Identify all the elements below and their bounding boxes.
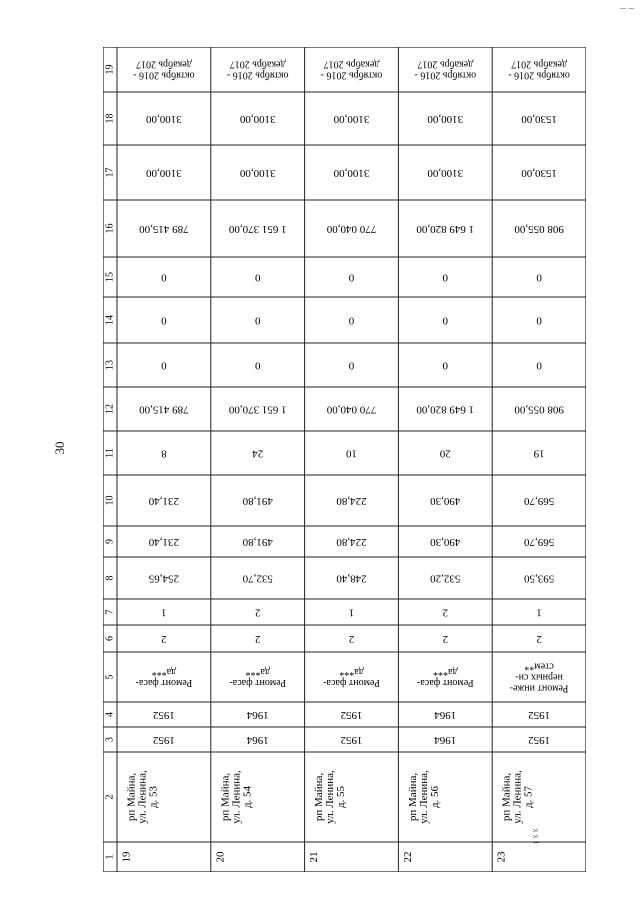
work-type-20-line: да*** bbox=[245, 666, 270, 678]
cell-10-row-21 bbox=[336, 495, 367, 507]
cell-8-row-22-line: 532,20 bbox=[430, 572, 461, 585]
work-type-23-line: Ремонт инже- bbox=[509, 682, 569, 694]
row-number-21-line: 21 bbox=[308, 851, 321, 863]
cell-12-row-20 bbox=[228, 403, 286, 415]
cell-12-row-19-line: 789 415,00 bbox=[139, 403, 189, 416]
address-21-line: рп Майна, bbox=[313, 772, 326, 822]
corner-mark: – – bbox=[620, 2, 634, 14]
cell-17-row-21-line: 3100,00 bbox=[333, 166, 370, 179]
cell-4-row-20-line: 1964 bbox=[246, 708, 269, 721]
cell-13-row-22 bbox=[442, 359, 448, 371]
column-number-14-line: 14 bbox=[104, 315, 116, 325]
column-number-12 bbox=[104, 404, 115, 414]
work-type-20-line: Ремонт фаса- bbox=[229, 677, 287, 689]
cell-7-row-19-line: 1 bbox=[161, 606, 167, 619]
work-type-19 bbox=[136, 666, 193, 688]
work-type-20 bbox=[229, 666, 286, 688]
cell-8-row-21 bbox=[336, 572, 367, 584]
column-number-7-line: 7 bbox=[104, 609, 116, 615]
cell-14-row-23-line: 0 bbox=[536, 314, 542, 327]
cell-18-row-20-line: 3100,00 bbox=[239, 112, 276, 125]
period-20-line: октябрь 2016 - bbox=[226, 69, 289, 81]
row-number-20 bbox=[214, 851, 226, 863]
address-21-line: д. 55 bbox=[335, 785, 348, 809]
cell-18-row-21-line: 3100,00 bbox=[333, 112, 370, 125]
cell-15-row-20-line: 0 bbox=[254, 271, 261, 284]
cell-10-row-20-line: 491,80 bbox=[242, 494, 273, 507]
period-20 bbox=[227, 59, 289, 81]
cell-6-row-21 bbox=[349, 633, 355, 645]
column-number-8 bbox=[104, 576, 115, 581]
column-number-2 bbox=[104, 795, 115, 800]
cell-14-row-23 bbox=[536, 314, 542, 326]
cell-8-row-20-line: 532,70 bbox=[242, 572, 273, 585]
cell-12-row-19 bbox=[139, 403, 189, 415]
row-number-23-line: 23 bbox=[495, 851, 508, 863]
cell-4-row-21-line: 1952 bbox=[340, 708, 363, 721]
cell-17-row-20 bbox=[239, 167, 275, 179]
cell-9-row-19-line: 231,40 bbox=[148, 535, 180, 548]
cell-7-row-22-line: 2 bbox=[442, 606, 449, 619]
cell-8-row-20 bbox=[242, 572, 273, 584]
cell-11-row-19-line: 8 bbox=[161, 447, 167, 460]
address-22-line: д. 56 bbox=[428, 785, 441, 809]
cell-3-row-22 bbox=[434, 734, 457, 746]
work-type-23-line: стем** bbox=[524, 660, 554, 672]
cell-10-row-23-line: 569,70 bbox=[523, 494, 555, 507]
period-19 bbox=[133, 59, 195, 81]
cell-9-row-22 bbox=[430, 536, 461, 548]
footer-mark: x x 1 bbox=[531, 828, 541, 845]
cell-15-row-20 bbox=[254, 271, 260, 283]
cell-16-row-21-line: 770 040,00 bbox=[326, 222, 377, 235]
cell-16-row-20-line: 1 651 370,00 bbox=[228, 222, 287, 235]
cell-14-row-19-line: 0 bbox=[161, 314, 167, 327]
cell-17-row-22-line: 3100,00 bbox=[427, 166, 464, 179]
work-type-22 bbox=[417, 666, 474, 688]
cell-11-row-23-line: 19 bbox=[533, 447, 545, 460]
column-number-9-line: 9 bbox=[104, 539, 116, 544]
column-number-9 bbox=[104, 539, 115, 544]
column-number-10 bbox=[104, 496, 115, 506]
cell-9-row-20-line: 491,80 bbox=[242, 535, 273, 548]
cell-14-row-20-line: 0 bbox=[254, 314, 261, 327]
period-22-line: декабрь 2017 bbox=[417, 58, 474, 70]
cell-8-row-23-line: 593,50 bbox=[523, 572, 555, 585]
cell-15-row-19 bbox=[161, 271, 167, 283]
period-23-line: декабрь 2017 bbox=[511, 58, 568, 70]
work-type-19-line: да*** bbox=[151, 666, 177, 678]
address-20 bbox=[219, 770, 253, 824]
repair-schedule-table bbox=[103, 47, 586, 872]
cell-16-row-23 bbox=[514, 223, 564, 235]
column-number-19-line: 19 bbox=[104, 64, 116, 75]
period-22 bbox=[415, 59, 477, 81]
column-number-13-line: 13 bbox=[104, 360, 116, 370]
cell-9-row-19 bbox=[148, 536, 179, 548]
column-number-3 bbox=[104, 737, 115, 742]
cell-4-row-23 bbox=[528, 709, 550, 721]
cell-3-row-23-line: 1952 bbox=[528, 733, 551, 746]
cell-16-row-20 bbox=[228, 223, 286, 235]
cell-6-row-19 bbox=[161, 633, 167, 645]
cell-12-row-22-line: 1 649 820,00 bbox=[416, 403, 475, 416]
cell-7-row-22 bbox=[443, 606, 449, 618]
cell-8-row-21-line: 248,40 bbox=[336, 572, 367, 585]
cell-11-row-20-line: 24 bbox=[252, 447, 264, 460]
column-number-17 bbox=[104, 168, 115, 178]
cell-12-row-21-line: 770 040,00 bbox=[326, 403, 377, 416]
work-type-19-line: Ремонт фаса- bbox=[135, 677, 193, 689]
column-number-12-line: 12 bbox=[104, 404, 116, 414]
cell-13-row-23-line: 0 bbox=[536, 359, 542, 372]
period-23-line: октябрь 2016 - bbox=[508, 69, 570, 81]
column-number-11-line: 11 bbox=[104, 448, 116, 458]
cell-4-row-19 bbox=[153, 709, 175, 721]
cell-6-row-22-line: 2 bbox=[442, 632, 449, 645]
cell-17-row-21 bbox=[333, 167, 369, 179]
work-type-22-line: да*** bbox=[433, 666, 458, 678]
cell-12-row-21 bbox=[326, 403, 376, 415]
cell-4-row-20 bbox=[246, 709, 269, 721]
address-20-line: ул. Ленина, bbox=[230, 770, 243, 824]
period-21 bbox=[321, 59, 383, 81]
cell-15-row-23 bbox=[536, 271, 542, 283]
cell-11-row-23 bbox=[533, 447, 545, 459]
cell-16-row-19 bbox=[139, 223, 189, 235]
period-21-line: октябрь 2016 - bbox=[320, 69, 383, 81]
cell-3-row-19 bbox=[153, 734, 175, 746]
cell-15-row-23-line: 0 bbox=[536, 271, 542, 284]
cell-13-row-20 bbox=[254, 359, 260, 371]
column-number-6-line: 6 bbox=[104, 636, 116, 641]
period-23 bbox=[508, 59, 570, 81]
cell-18-row-23-line: 1530,00 bbox=[521, 112, 557, 125]
address-23 bbox=[501, 770, 535, 824]
column-number-4 bbox=[104, 712, 115, 717]
address-19-line: д. 53 bbox=[147, 785, 160, 809]
column-number-5-line: 5 bbox=[104, 674, 116, 680]
cell-6-row-23-line: 2 bbox=[536, 632, 542, 645]
cell-9-row-22-line: 490,30 bbox=[430, 535, 461, 548]
period-21-line: декабрь 2017 bbox=[323, 58, 380, 70]
cell-18-row-22-line: 3100,00 bbox=[427, 112, 464, 125]
cell-6-row-20-line: 2 bbox=[254, 632, 261, 645]
cell-3-row-20-line: 1964 bbox=[246, 733, 269, 746]
cell-14-row-21-line: 0 bbox=[348, 314, 355, 327]
cell-18-row-19 bbox=[146, 113, 182, 125]
cell-8-row-22 bbox=[430, 572, 461, 584]
address-22-line: рп Майна, bbox=[406, 772, 419, 822]
cell-11-row-21-line: 10 bbox=[346, 447, 357, 460]
cell-13-row-19 bbox=[161, 359, 167, 371]
column-number-3-line: 3 bbox=[104, 737, 116, 742]
cell-14-row-19 bbox=[161, 314, 167, 326]
address-23-line: ул. Ленина, bbox=[511, 770, 524, 824]
column-number-2-line: 2 bbox=[104, 794, 116, 800]
period-19-line: декабрь 2017 bbox=[135, 58, 192, 70]
cell-7-row-20 bbox=[255, 606, 261, 618]
cell-13-row-20-line: 0 bbox=[254, 359, 261, 372]
cell-9-row-20 bbox=[242, 536, 273, 548]
cell-14-row-21 bbox=[348, 314, 354, 326]
column-number-1-line: 1 bbox=[104, 854, 116, 860]
work-type-21-line: да*** bbox=[339, 666, 364, 678]
cell-13-row-21 bbox=[348, 359, 354, 371]
cell-7-row-23-line: 1 bbox=[536, 606, 542, 619]
cell-12-row-23 bbox=[514, 403, 564, 415]
address-19-line: ул. Ленина, bbox=[136, 770, 149, 824]
cell-16-row-22-line: 1 649 820,00 bbox=[416, 222, 475, 235]
cell-17-row-23-line: 1530,00 bbox=[521, 166, 557, 179]
cell-9-row-23 bbox=[523, 536, 554, 548]
period-20-line: декабрь 2017 bbox=[229, 58, 286, 70]
cell-15-row-22-line: 0 bbox=[442, 271, 449, 284]
cell-7-row-23 bbox=[536, 606, 542, 618]
row-number-22-line: 22 bbox=[401, 851, 414, 863]
cell-9-row-23-line: 569,70 bbox=[523, 535, 555, 548]
column-number-7 bbox=[104, 610, 115, 615]
cell-7-row-21 bbox=[349, 606, 355, 618]
cell-8-row-19 bbox=[148, 572, 179, 584]
cell-10-row-19-line: 231,40 bbox=[148, 494, 180, 507]
column-number-5 bbox=[104, 675, 115, 680]
cell-18-row-20 bbox=[239, 113, 275, 125]
cell-3-row-21-line: 1952 bbox=[340, 733, 363, 746]
cell-11-row-22 bbox=[439, 447, 451, 459]
cell-8-row-23 bbox=[523, 572, 554, 584]
column-number-4-line: 4 bbox=[104, 712, 116, 717]
column-number-15-line: 15 bbox=[104, 272, 116, 282]
cell-10-row-22 bbox=[430, 495, 461, 507]
cell-4-row-22 bbox=[434, 709, 457, 721]
cell-13-row-22-line: 0 bbox=[442, 359, 449, 372]
cell-4-row-22-line: 1964 bbox=[434, 708, 457, 721]
column-number-17-line: 17 bbox=[104, 167, 116, 178]
cell-18-row-21 bbox=[333, 113, 369, 125]
column-number-15 bbox=[104, 272, 115, 282]
address-20-line: д. 54 bbox=[241, 785, 254, 809]
row-number-21 bbox=[308, 852, 320, 863]
address-19 bbox=[126, 770, 160, 824]
page-number: 30 bbox=[52, 441, 67, 455]
cell-11-row-21 bbox=[346, 447, 358, 459]
address-22-line: ул. Ленина, bbox=[417, 770, 430, 824]
address-19-line: рп Майна, bbox=[125, 772, 138, 822]
cell-6-row-22 bbox=[443, 633, 449, 645]
column-number-10-line: 10 bbox=[104, 495, 116, 506]
cell-15-row-19-line: 0 bbox=[161, 271, 167, 284]
cell-11-row-20 bbox=[252, 447, 264, 459]
cell-4-row-21 bbox=[341, 709, 363, 721]
address-23-line: д. 57 bbox=[522, 785, 535, 809]
cell-12-row-20-line: 1 651 370,00 bbox=[228, 403, 287, 416]
cell-13-row-19-line: 0 bbox=[161, 359, 167, 372]
cell-3-row-20 bbox=[246, 734, 269, 746]
column-number-16-line: 16 bbox=[104, 223, 116, 234]
work-type-21 bbox=[323, 666, 380, 688]
cell-3-row-23 bbox=[528, 734, 550, 746]
column-number-13 bbox=[104, 360, 115, 370]
cell-13-row-21-line: 0 bbox=[348, 359, 355, 372]
cell-6-row-21-line: 2 bbox=[348, 632, 355, 645]
cell-7-row-21-line: 1 bbox=[348, 606, 355, 619]
cell-16-row-23-line: 908 055,00 bbox=[514, 222, 564, 235]
address-21 bbox=[313, 770, 347, 824]
cell-4-row-23-line: 1952 bbox=[528, 708, 551, 721]
column-number-19 bbox=[104, 65, 115, 75]
cell-11-row-22-line: 20 bbox=[439, 447, 451, 460]
cell-14-row-22-line: 0 bbox=[442, 314, 449, 327]
column-number-11 bbox=[104, 448, 115, 458]
cell-10-row-19 bbox=[148, 495, 179, 507]
cell-7-row-20-line: 2 bbox=[254, 606, 261, 619]
column-number-8-line: 8 bbox=[104, 575, 116, 581]
work-type-23-line: нерных си- bbox=[515, 671, 563, 683]
work-type-21-line: Ремонт фаса- bbox=[323, 677, 380, 689]
cell-15-row-22 bbox=[442, 271, 448, 283]
column-number-16 bbox=[104, 224, 115, 234]
cell-3-row-22-line: 1964 bbox=[434, 733, 457, 746]
cell-7-row-19 bbox=[161, 606, 167, 618]
cell-17-row-23 bbox=[521, 167, 557, 179]
cell-10-row-22-line: 490,30 bbox=[430, 494, 461, 507]
cell-6-row-23 bbox=[536, 633, 542, 645]
row-number-22 bbox=[402, 852, 414, 863]
cell-10-row-21-line: 224,80 bbox=[336, 494, 367, 507]
cell-3-row-19-line: 1952 bbox=[152, 733, 175, 746]
cell-11-row-19 bbox=[161, 447, 167, 459]
row-number-23 bbox=[496, 851, 508, 863]
address-23-line: рп Майна, bbox=[500, 772, 513, 822]
cell-3-row-21 bbox=[341, 734, 363, 746]
cell-12-row-22 bbox=[416, 403, 474, 415]
cell-18-row-22 bbox=[427, 113, 463, 125]
cell-6-row-19-line: 2 bbox=[161, 632, 167, 645]
cell-15-row-21-line: 0 bbox=[348, 271, 355, 284]
column-number-14 bbox=[104, 315, 115, 325]
cell-18-row-23 bbox=[521, 113, 557, 125]
row-number-19-line: 19 bbox=[120, 851, 133, 863]
column-number-18-line: 18 bbox=[104, 113, 116, 124]
cell-13-row-23 bbox=[536, 359, 542, 371]
column-number-6 bbox=[104, 636, 115, 641]
address-20-line: рп Майна, bbox=[219, 772, 232, 822]
table-grid bbox=[103, 47, 586, 872]
cell-15-row-21 bbox=[348, 271, 354, 283]
cell-17-row-22 bbox=[427, 167, 463, 179]
cell-16-row-22 bbox=[416, 223, 474, 235]
work-type-23 bbox=[510, 661, 569, 694]
cell-12-row-23-line: 908 055,00 bbox=[514, 403, 564, 416]
cell-10-row-20 bbox=[242, 495, 273, 507]
cell-9-row-21 bbox=[336, 536, 367, 548]
cell-4-row-19-line: 1952 bbox=[152, 708, 175, 721]
cell-14-row-22 bbox=[442, 314, 448, 326]
period-19-line: октябрь 2016 - bbox=[133, 69, 195, 81]
cell-16-row-21 bbox=[326, 223, 376, 235]
cell-17-row-19 bbox=[146, 167, 182, 179]
cell-8-row-19-line: 254,65 bbox=[148, 572, 180, 585]
cell-16-row-19-line: 789 415,00 bbox=[139, 222, 189, 235]
cell-10-row-23 bbox=[523, 495, 554, 507]
row-number-20-line: 20 bbox=[214, 851, 227, 863]
column-number-18 bbox=[104, 114, 115, 124]
row-number-19 bbox=[121, 851, 133, 863]
cell-9-row-21-line: 224,80 bbox=[336, 535, 367, 548]
cell-6-row-20 bbox=[255, 633, 261, 645]
address-22 bbox=[407, 770, 441, 824]
work-type-22-line: Ремонт фаса- bbox=[416, 677, 474, 689]
cell-14-row-20 bbox=[254, 314, 260, 326]
cell-18-row-19-line: 3100,00 bbox=[146, 112, 182, 125]
address-21-line: ул. Ленина, bbox=[324, 770, 337, 824]
cell-17-row-20-line: 3100,00 bbox=[239, 166, 276, 179]
period-22-line: октябрь 2016 - bbox=[414, 69, 477, 81]
cell-17-row-19-line: 3100,00 bbox=[146, 166, 182, 179]
column-number-1 bbox=[104, 855, 115, 860]
